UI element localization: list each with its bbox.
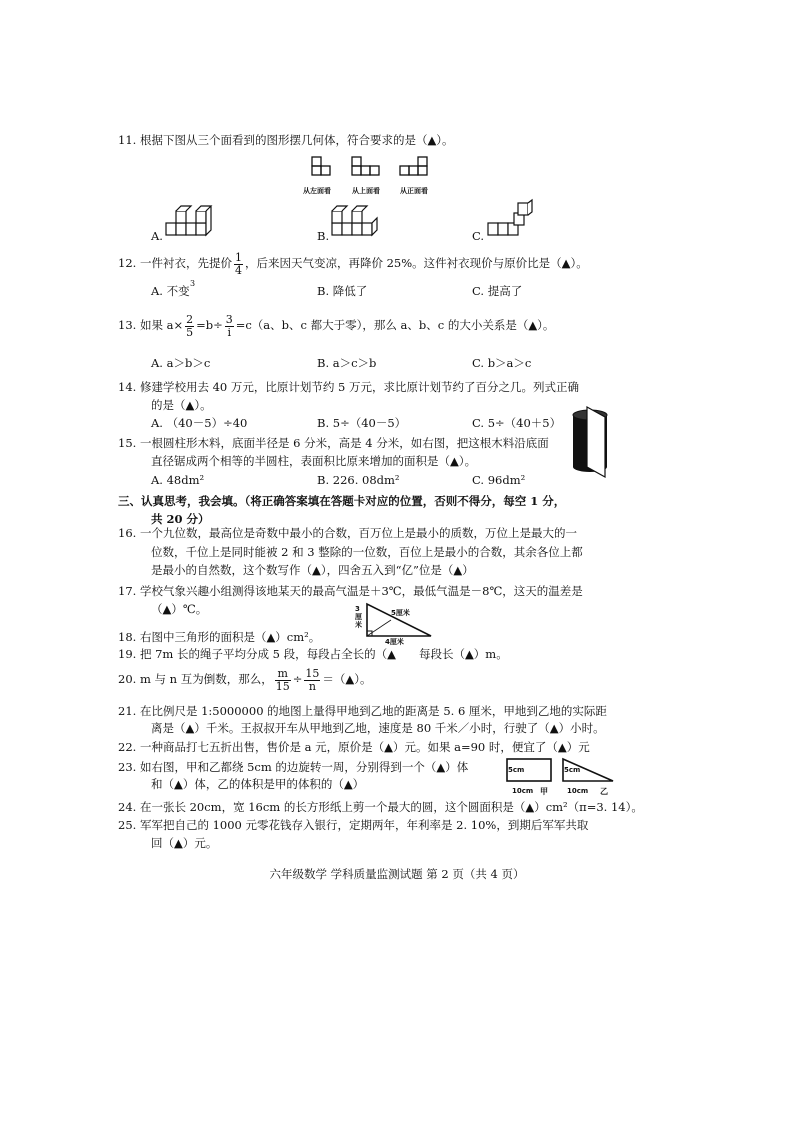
q14-option-b: B. 5÷（40－5） xyxy=(317,416,407,430)
q20-pre: 20. m 与 n 互为倒数，那么， xyxy=(118,672,273,686)
q20-f2-den: n xyxy=(308,679,316,693)
q13-f1-den: 5 xyxy=(186,325,194,339)
q18-hyp-label: 5厘米 xyxy=(391,609,410,617)
q12-frac-num: 1 xyxy=(234,250,242,264)
q12-option-a: A. 不变 xyxy=(151,284,190,298)
q11-option-c: C. xyxy=(472,229,485,243)
q12-stray-mark: 3 xyxy=(190,279,196,288)
section-3-heading-cont: 共 20 分） xyxy=(151,512,210,526)
q24-text: 24. 在一张长 20cm，宽 16cm 的长方形纸上剪一个最大的圆，这个圆面积是（▲）cm²（π=3. 14）。 xyxy=(118,800,643,814)
q16-line2: 位数，千位上是同时能被 2 和 3 整除的一位数，百位上是最小的合数，其余各位上都 xyxy=(151,545,583,559)
q15-option-b: B. 226. 08dm² xyxy=(317,473,400,487)
q11-option-a: A. xyxy=(151,229,163,243)
q11-view-front-label: 从正面看 xyxy=(400,187,428,195)
q11-option-b-figure xyxy=(330,203,380,239)
q13-f2-num: 3 xyxy=(225,312,233,326)
q20-post: ＝（▲）。 xyxy=(322,672,372,686)
q18-text: 18. 右图中三角形的面积是（▲）cm²。 xyxy=(118,630,321,644)
q23-w1-label: 10cm xyxy=(512,787,534,795)
q13-fraction-1 xyxy=(185,314,194,339)
q13-text xyxy=(118,312,554,339)
q23-h1-label: 5cm xyxy=(508,766,525,774)
q20-fraction-2 xyxy=(304,668,320,693)
q16-line1: 16. 一个九位数，最高位是奇数中最小的合数，百万位上是最小的质数，万位上是最大的一 xyxy=(118,526,577,540)
q12-frac-den: 4 xyxy=(234,263,242,277)
q23-h2-label: 5cm xyxy=(564,766,581,774)
q13-pre: 13. 如果 a× xyxy=(118,318,184,332)
q14-line2: 的是（▲）。 xyxy=(151,398,212,412)
q20-f1-den: 15 xyxy=(275,679,290,693)
q23-line1: 23. 如右图，甲和乙都绕 5cm 的边旋转一周，分别得到一个（▲）体 xyxy=(118,760,469,774)
q23-n1-label: 甲 xyxy=(540,787,548,796)
q12-option-b: B. 降低了 xyxy=(317,284,368,298)
q17-line1: 17. 学校气象兴趣小组测得该地某天的最高气温是＋3℃，最低气温是－8℃，这天的温差是 xyxy=(118,584,583,598)
q13-fraction-2 xyxy=(225,314,234,339)
q14-option-c: C. 5÷（40＋5） xyxy=(472,416,562,430)
q23-w2-label: 10cm xyxy=(567,787,589,795)
q18-base-label: 4厘米 xyxy=(385,638,404,646)
q11-view-figures xyxy=(300,153,440,185)
q20-f2-num: 15 xyxy=(305,666,320,680)
q13-f2-den: i xyxy=(227,325,231,339)
q23-line2: 和（▲）体，乙的体积是甲的体积的（▲） xyxy=(151,777,365,791)
q14-line1: 14. 修建学校用去 40 万元，比原计划节约 5 万元，求比原计划节约了百分之几。列式正确 xyxy=(118,380,580,394)
q25-line2: 回（▲）元。 xyxy=(151,836,218,850)
q12-text xyxy=(118,250,588,277)
q12-pre: 12. 一件衬衣，先提价 xyxy=(118,256,232,270)
q14-option-a: A. （40－5）÷40 xyxy=(151,416,248,430)
q13-f1-num: 2 xyxy=(186,312,194,326)
q11-view-top-label: 从上面看 xyxy=(352,187,380,195)
q12-fraction xyxy=(234,252,243,277)
q11-view-left-label: 从左面看 xyxy=(303,187,331,195)
q25-line1: 25. 军军把自己的 1000 元零花钱存入银行，定期两年，年利率是 2. 10%，到期后军军共取 xyxy=(118,818,589,832)
q20-f1-num: m xyxy=(275,668,291,681)
q12-option-c: C. 提高了 xyxy=(472,284,523,298)
q19-text: 19. 把 7m 长的绳子平均分成 5 段，每段占全长的（▲ 每段长（▲）m。 xyxy=(118,647,508,661)
q11-option-c-figure xyxy=(486,203,536,239)
cylinder-cut-figure xyxy=(569,405,619,477)
q21-line1: 21. 在比例尺是 1:5000000 的地图上量得甲地到乙地的距离是 5. 6 厘米，甲地到乙地的实际距 xyxy=(118,704,607,718)
q13-mid: =b÷ xyxy=(196,318,223,332)
q13-post: =c（a、b、c 都大于零），那么 a、b、c 的大小关系是（▲）。 xyxy=(235,318,555,332)
q11-option-b: B. xyxy=(317,229,330,243)
q18-side-label: 3厘米 xyxy=(355,605,362,629)
section-3-heading: 三、认真思考，我会填。（将正确答案填在答题卡对应的位置，否则不得分，每空 1 分， xyxy=(118,494,566,508)
q15-line1: 15. 一根圆柱形木料，底面半径是 6 分米，高是 4 分米，如右图，把这根木料沿底面 xyxy=(118,436,549,450)
q13-option-a: A. a＞b＞c xyxy=(151,356,211,370)
q22-text: 22. 一种商品打七五折出售，售价是 a 元，原价是（▲）元。如果 a=90 时，便宜了（▲）元 xyxy=(118,740,590,754)
q13-option-c: C. b＞a＞c xyxy=(472,356,532,370)
q15-option-a: A. 48dm² xyxy=(151,473,205,487)
q17-line2: （▲）℃。 xyxy=(151,602,208,616)
q23-n2-label: 乙 xyxy=(600,787,608,796)
q20-mid: ÷ xyxy=(292,672,303,686)
q11-option-a-figure xyxy=(164,203,214,239)
q21-line2: 离是（▲）千米。王叔叔开车从甲地到乙地，速度是 80 千米／小时，行驶了（▲）小时。 xyxy=(151,721,605,735)
q15-option-c: C. 96dm² xyxy=(472,473,526,487)
q15-line2: 直径锯成两个相等的半圆柱，表面积比原来增加的面积是（▲）。 xyxy=(151,454,477,468)
q20-fraction-1 xyxy=(275,668,291,693)
q11-text: 11. 根据下图从三个面看到的图形摆几何体，符合要求的是（▲）。 xyxy=(118,133,454,147)
q12-post: ，后来因天气变凉，再降价 25%。这件衬衣现价与原价比是（▲）。 xyxy=(244,256,588,270)
q16-line3: 是最小的自然数，这个数写作（▲），四舍五入到“亿”位是（▲） xyxy=(151,563,474,577)
q13-option-b: B. a＞c＞b xyxy=(317,356,377,370)
page-footer: 六年级数学 学科质量监测试题 第 2 页（共 4 页） xyxy=(269,867,525,881)
q20-text xyxy=(118,666,371,693)
